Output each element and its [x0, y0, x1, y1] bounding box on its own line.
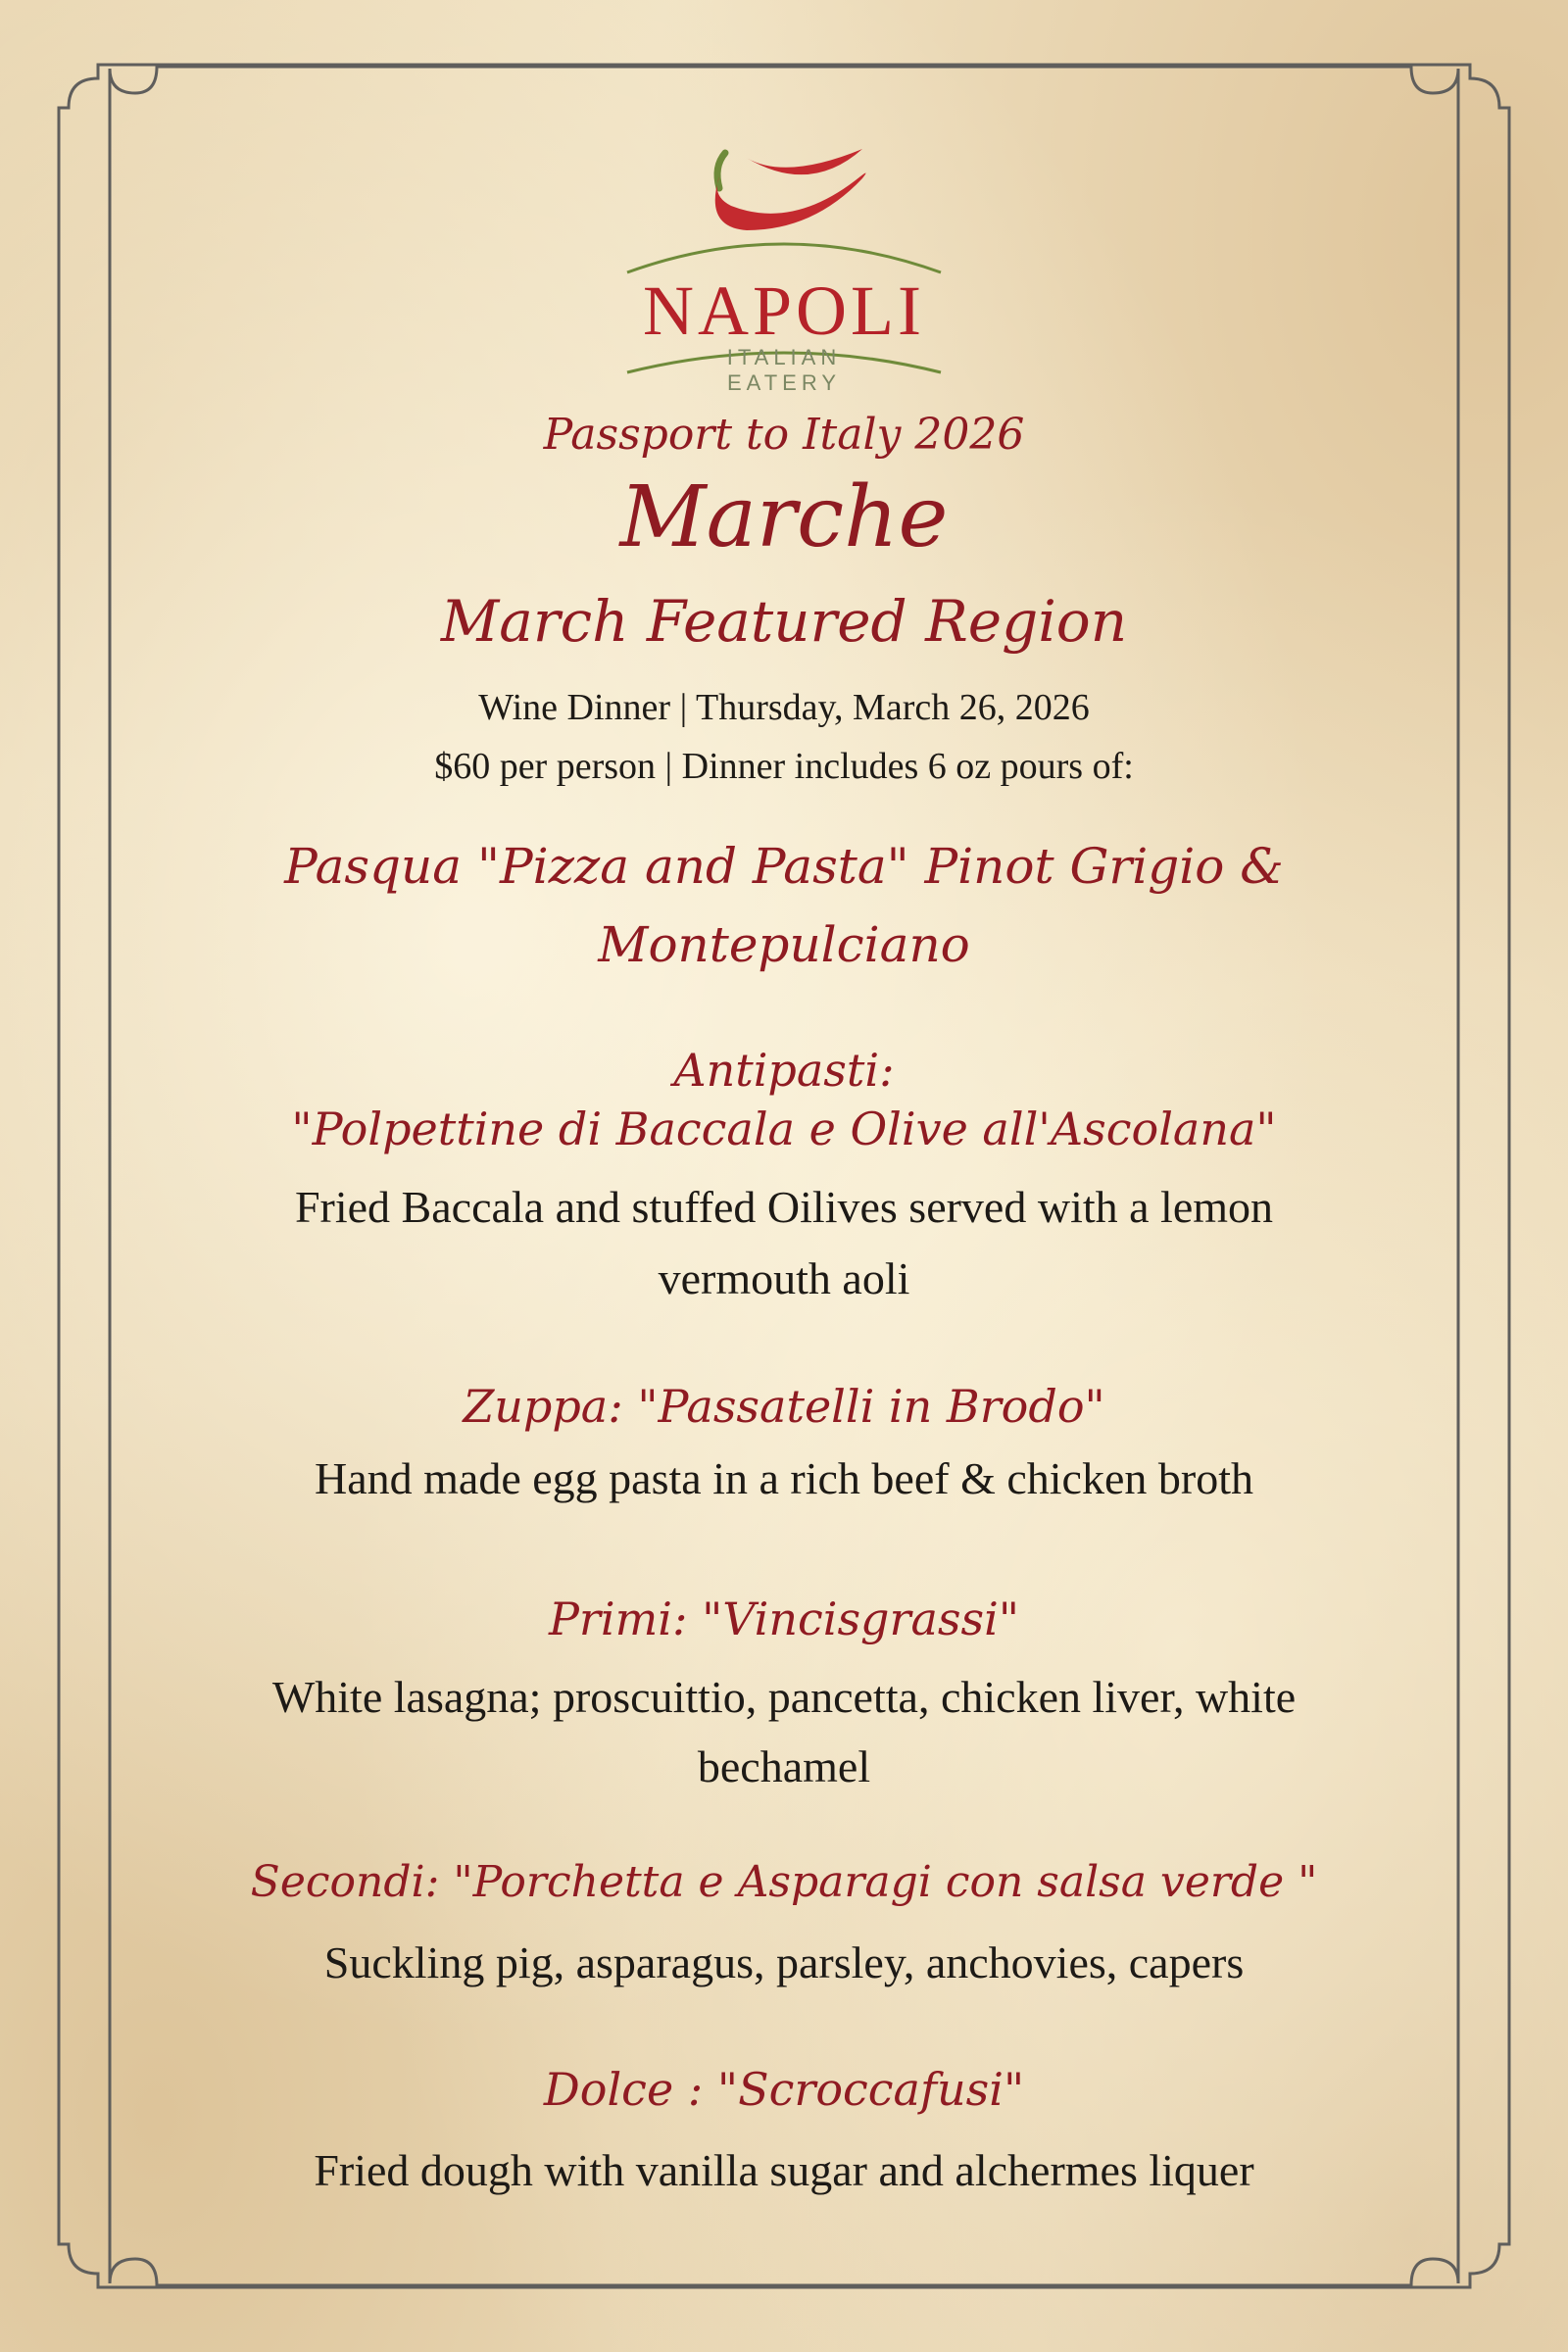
dolce-description: Fried dough with vanilla sugar and alchermes liquer	[314, 2145, 1254, 2195]
wine-line-2: Montepulciano	[598, 916, 970, 973]
antipasti-dish-name: "Polpettine di Baccala e Olive all'Ascolana"	[291, 1102, 1277, 1155]
primi-title: Primi: "Vincisgrassi"	[548, 1592, 1020, 1645]
secondi-description: Suckling pig, asparagus, parsley, anchovies, capers	[323, 1937, 1245, 1987]
primi-description-line1: White lasagna; proscuittio, pancetta, chicken liver, white	[271, 1672, 1297, 1722]
dolce-title: Dolce : "Scroccafusi"	[543, 2063, 1025, 2116]
zuppa-title: Zuppa: "Passatelli in Brodo"	[463, 1380, 1105, 1433]
chili-pepper-icon	[617, 137, 951, 274]
secondi-title: Secondi: "Porchetta e Asparagi con salsa verde "	[250, 1857, 1318, 1907]
price-line: $60 per person | Dinner includes 6 oz pours of:	[434, 746, 1134, 787]
primi-description-line2: bechamel	[697, 1741, 871, 1791]
brand-name: NAPOLI	[643, 271, 925, 350]
antipasti-title: Antipasti:	[673, 1044, 895, 1097]
dinner-date-line: Wine Dinner | Thursday, March 26, 2026	[478, 687, 1090, 728]
zuppa-description: Hand made egg pasta in a rich beef & chicken broth	[315, 1453, 1253, 1503]
series-title: Passport to Italy 2026	[543, 410, 1025, 460]
napoli-logo	[617, 137, 951, 402]
brand-subtitle-line2: EATERY	[727, 370, 841, 395]
region-title: Marche	[619, 468, 949, 566]
wine-line-1: Pasqua "Pizza and Pasta" Pinot Grigio &	[284, 838, 1284, 895]
featured-region-heading: March Featured Region	[440, 588, 1128, 655]
logo-top-arc	[627, 244, 941, 272]
antipasti-description-line1: Fried Baccala and stuffed Oilives served with a lemon	[294, 1182, 1274, 1232]
antipasti-description-line2: vermouth aoli	[658, 1253, 910, 1303]
brand-subtitle-line1: ITALIAN	[726, 345, 842, 369]
